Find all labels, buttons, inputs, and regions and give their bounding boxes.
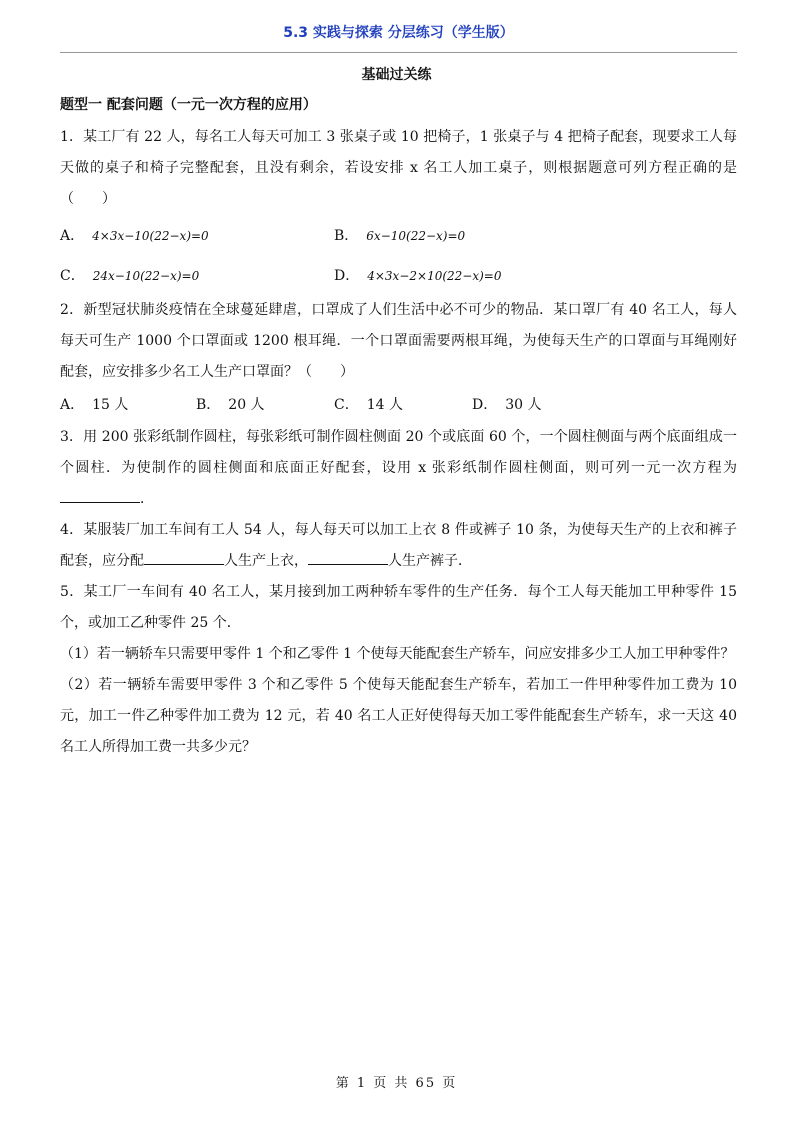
question-4-end: 人生产裤子． (388, 553, 472, 569)
answer-blank-trousers[interactable] (308, 550, 388, 565)
option-label: B． (196, 397, 221, 413)
question-4-mid: 人生产上衣， (224, 553, 308, 569)
question-2-text: 2．新型冠状肺炎疫情在全球蔓延肆虐，口罩成了人们生活中必不可少的物品．某口罩厂有 40 名工人，每人每天可生产 1000 个口罩面或 1200 根耳绳．一个口罩面需要两根耳绳，为使每天生产的口罩面与耳绳刚好配套，应安排多少名工人生产口罩面？（ ） (60, 302, 737, 380)
question-type-title: 题型一 配套问题（一元一次方程的应用） (60, 97, 317, 113)
question-3-end: ． (140, 491, 154, 507)
question-2-option-c (334, 390, 403, 421)
option-expression: 4×3x−10(22−x)=0 (92, 229, 209, 243)
question-5-text: 5．某工厂一车间有 40 名工人，某月接到加工两种轿车零件的生产任务．每个工人每天能加工甲种零件 15 个，或加工乙种零件 25 个． (60, 584, 737, 631)
question-5-sub-1: （1）若一辆轿车只需要甲零件 1 个和乙零件 1 个使每天能配套生产轿车，问应安排多少工人加工甲种零件？ (60, 646, 735, 662)
option-label: C． (60, 268, 85, 284)
option-label: A． (60, 228, 85, 244)
question-3-text (60, 422, 737, 515)
question-1-option-b (334, 221, 465, 252)
question-4-text (60, 515, 737, 577)
question-2-option-d (472, 390, 542, 421)
header-divider (60, 52, 737, 53)
question-5-sub-2: （2）若一辆轿车需要甲零件 3 个和乙零件 5 个使每天能配套生产轿车，若加工一件甲种零件加工费为 10 元，加工一件乙种零件加工费为 12 元，若 40 名工人正好使得每天加工零件能配套生产轿车，求一天这 40 名工人所得加工费一共多少元？ (60, 677, 737, 755)
option-label: B． (334, 228, 359, 244)
question-1-option-c (60, 261, 199, 292)
option-label: C． (334, 397, 359, 413)
option-expression: 6x−10(22−x)=0 (366, 229, 466, 243)
option-expression: 24x−10(22−x)=0 (92, 269, 200, 283)
question-1-text: 1．某工厂有 22 人，每名工人每天可加工 3 张桌子或 10 把椅子，1 张桌子与 4 把椅子配套，现要求工人每天做的桌子和椅子完整配套，且没有剩余，若设安排 x 名工人加工桌子，则根据题意可列方程正确的是（ ） (60, 129, 737, 207)
page-footer: 第 1 页 共 65 页 (335, 1076, 458, 1091)
option-label: A． (60, 397, 85, 413)
questions-content (60, 122, 737, 763)
option-label: D． (334, 268, 360, 284)
question-2-option-a (60, 390, 128, 421)
section-title: 基础过关练 (361, 67, 432, 83)
option-expression: 4×3x−2×10(22−x)=0 (367, 269, 502, 283)
answer-blank[interactable] (60, 488, 140, 503)
question-2-options (60, 388, 737, 422)
question-1-options-row-1 (60, 215, 737, 255)
question-3-body: 3．用 200 张彩纸制作圆柱，每张彩纸可制作圆柱侧面 20 个或底面 60 个，一个圆柱侧面与两个底面组成一个圆柱．为使制作的圆柱侧面和底面正好配套，设用 x 张彩纸制作圆柱侧面，则可列一元一次方程为 (60, 429, 737, 476)
option-value: 15 人 (92, 397, 129, 413)
option-value: 14 人 (366, 397, 403, 413)
option-value: 20 人 (228, 397, 265, 413)
question-1-option-d (334, 261, 501, 292)
option-label: D． (472, 397, 498, 413)
document-header: 5.3 实践与探索 分层练习（学生版） (283, 25, 514, 41)
question-1-option-a (60, 221, 209, 252)
option-value: 30 人 (505, 397, 542, 413)
question-4-body: 4．某服装厂加工车间有工人 54 人，每人每天可以加工上衣 8 件或裤子 10 条，为使每天生产的上衣和裤子配套，应分配 (60, 522, 737, 569)
question-2-option-b (196, 390, 265, 421)
question-1-options-row-2 (60, 255, 737, 295)
answer-blank-jackets[interactable] (144, 550, 224, 565)
